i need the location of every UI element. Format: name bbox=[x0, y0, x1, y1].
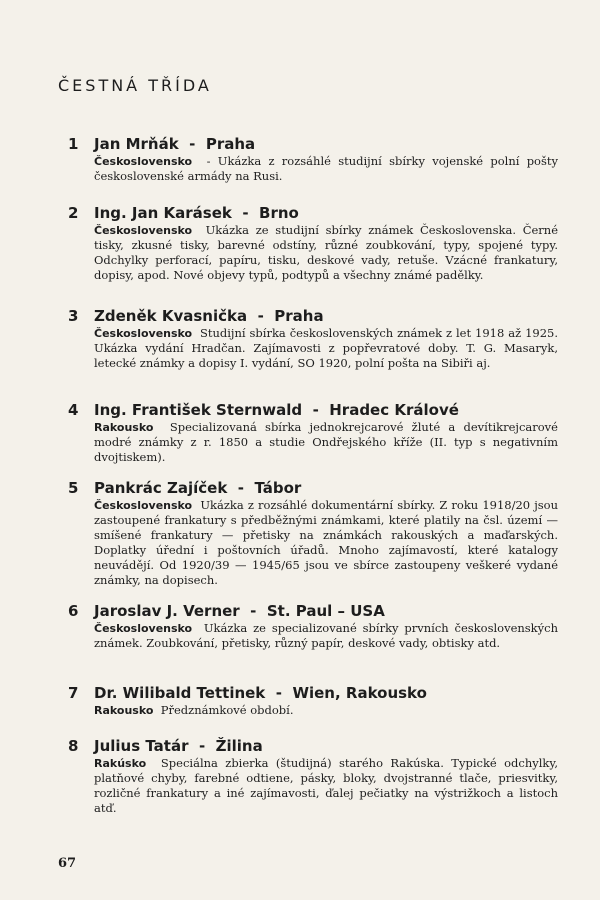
entry-description bbox=[94, 154, 558, 184]
entry-heading bbox=[68, 478, 558, 498]
entry-heading bbox=[68, 601, 558, 621]
entry bbox=[68, 400, 558, 465]
exhibitor-place: Praha bbox=[274, 307, 324, 325]
heading-dash: - bbox=[189, 135, 196, 153]
entry-number: 3 bbox=[68, 307, 79, 325]
entry-description bbox=[94, 420, 558, 465]
heading-dash: - bbox=[242, 204, 249, 222]
entry-number: 1 bbox=[68, 135, 79, 153]
entry-text: - Ukázka z rozsáhlé studijní sbírky vojenské polní pošty československé armády na Rusi. bbox=[94, 154, 558, 183]
entry-text: Ukázka ze specializované sbírky prvních československých známek. Zoubkování, přetisky, různý papír, deskové vady, obtisky atd. bbox=[94, 621, 558, 650]
exhibitor-name: Dr. Wilibald Tettinek bbox=[94, 684, 266, 702]
entry bbox=[68, 134, 558, 184]
heading-dash: - bbox=[257, 307, 264, 325]
entry-country: Československo bbox=[94, 224, 193, 237]
entry bbox=[68, 203, 558, 283]
entry-heading bbox=[68, 306, 558, 326]
exhibitor-name: Zdeněk Kvasnička bbox=[94, 307, 248, 325]
heading-dash: - bbox=[237, 479, 245, 497]
entry-country: Rakousko bbox=[94, 704, 154, 717]
heading-dash: - bbox=[250, 602, 257, 620]
exhibitor-place: Wien, Rakousko bbox=[292, 684, 427, 702]
heading-dash: - bbox=[275, 684, 282, 702]
entry-description bbox=[94, 498, 558, 588]
entry-description bbox=[94, 326, 558, 371]
entry-text: Specializovaná sbírka jednokrejcarové žluté a devítikrejcarové modré známky z r. 1850 a studie Ondřejského kříže (II. typ s negativním dvojtiskem). bbox=[94, 420, 558, 464]
exhibitor-place: Praha bbox=[205, 135, 256, 153]
exhibitor-name: Jaroslav J. Verner bbox=[94, 602, 240, 620]
section-title: ČESTNÁ TŘÍDA bbox=[58, 76, 212, 95]
exhibitor-name: Julius Tatár bbox=[94, 737, 189, 755]
exhibitor-place: Žilina bbox=[215, 737, 263, 755]
exhibitor-place: St. Paul – USA bbox=[266, 602, 385, 620]
entry-country: Rakúsko bbox=[94, 757, 147, 770]
entry-country: Rakousko bbox=[94, 421, 154, 434]
entry bbox=[68, 478, 558, 588]
entry-country: Československo bbox=[94, 155, 193, 168]
exhibitor-name: Ing. František Sternwald bbox=[94, 401, 303, 419]
entry-number: 5 bbox=[68, 479, 79, 497]
entry-heading bbox=[68, 134, 558, 154]
entry-description bbox=[94, 223, 558, 283]
entry-heading bbox=[68, 400, 558, 420]
entry-text: Předznámkové období. bbox=[160, 703, 294, 717]
entry-heading bbox=[68, 736, 558, 756]
exhibitor-place: Hradec Králové bbox=[329, 401, 459, 419]
entry-number: 7 bbox=[68, 684, 79, 702]
entry-country: Československo bbox=[94, 622, 193, 635]
entry-heading bbox=[68, 203, 558, 223]
entry bbox=[68, 736, 558, 816]
exhibitor-name: Jan Mrňák bbox=[94, 135, 179, 153]
entry-number: 4 bbox=[68, 401, 79, 419]
exhibitor-name: Pankrác Zajíček bbox=[94, 479, 228, 497]
entry-number: 8 bbox=[68, 737, 79, 755]
heading-dash: - bbox=[198, 737, 206, 755]
entry-heading bbox=[68, 683, 558, 703]
entry-text: Ukázka z rozsáhlé dokumentární sbírky. Z roku 1918/20 jsou zastoupené frankatury s předběžnými známkami, které platily na čsl. území — smíšené frankatury — přetisky na známkách rakouských a maďarských. Doplatky úřední i poštovních úřadů. Mnoho zajímavostí, které katalogy neuvádějí. Od 1920/39 — 1945/65 jsou ve sbírce zastoupeny veškeré vydané známky, na dopisech. bbox=[94, 498, 559, 587]
entry-country: Československo bbox=[94, 499, 193, 512]
entry bbox=[68, 601, 558, 651]
page-number: 67 bbox=[58, 856, 77, 871]
exhibitor-name: Ing. Jan Karásek bbox=[94, 204, 232, 222]
entry-country: Československo bbox=[94, 327, 193, 340]
exhibitor-place: Tábor bbox=[254, 479, 302, 497]
entry-text: Speciálna zbierka (študijná) starého Rakúska. Typické odchylky, platňové chyby, farebné odtiene, pásky, bloky, dvojstranné tlače, priesvitky, rozličné frankatury a iné zajímavosti, ďalej pečiatky na výstrižkoch a listoch atď. bbox=[94, 756, 558, 815]
entry bbox=[68, 306, 558, 371]
entry-description bbox=[94, 703, 558, 718]
entry-description bbox=[94, 756, 558, 816]
entry-text: Studijní sbírka československých známek z let 1918 až 1925. Ukázka vydání Hradčan. Zajímavosti z popřevratové doby. T. G. Masaryk, letecké známky a dopisy I. vydání, SO 1920, polní pošta na Sibiři aj. bbox=[94, 326, 558, 370]
entry bbox=[68, 683, 558, 718]
exhibitor-place: Brno bbox=[259, 204, 299, 222]
entry-description bbox=[94, 621, 558, 651]
entry-text: Ukázka ze studijní sbírky známek Československa. Černé tisky, zkusné tisky, barevné odstíny, různé zoubkování, typy, spojené typy. Odchylky perforací, papíru, tisku, deskové vady, retuše. Vzácné frankatury, dopisy, apod. Nové objevy typů, podtypů a všechny známé padělky. bbox=[94, 223, 559, 282]
entry-number: 6 bbox=[68, 602, 79, 620]
heading-dash: - bbox=[312, 401, 319, 419]
entry-number: 2 bbox=[68, 204, 79, 222]
